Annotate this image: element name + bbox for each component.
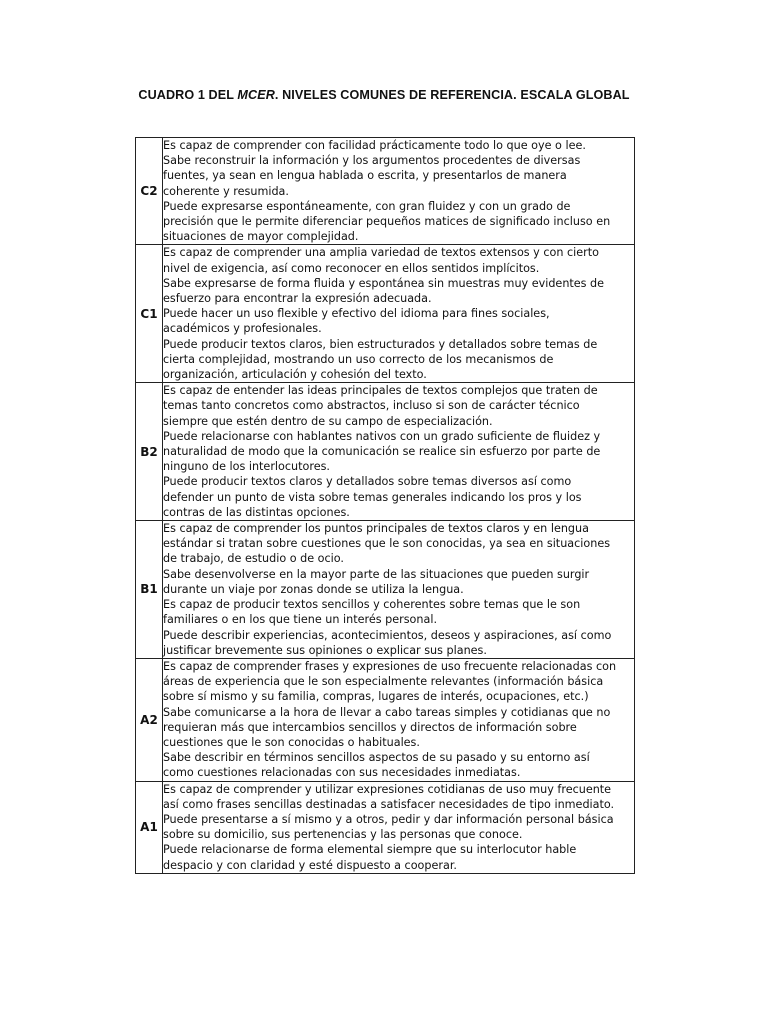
level-row xyxy=(136,245,635,383)
description-line: fuentes, ya sean en lengua hablada o escrita, y presentarlos de manera xyxy=(163,169,567,183)
description-line: Sabe reconstruir la información y los argumentos procedentes de diversas xyxy=(163,154,581,168)
level-code: A1 xyxy=(136,781,163,873)
description-line: como cuestiones relacionadas con sus necesidades inmediatas. xyxy=(163,766,521,780)
description-line: coherente y resumida. xyxy=(163,184,289,198)
description-line: durante un viaje por zonas donde se utiliza la lengua. xyxy=(163,582,464,596)
description-line: sobre su domicilio, sus pertenencias y las personas que conoce. xyxy=(163,828,523,842)
description-line: despacio y con claridad y esté dispuesto a cooperar. xyxy=(163,858,457,872)
description-line: organización, articulación y cohesión del texto. xyxy=(163,368,427,382)
description-line: Es capaz de comprender una amplia variedad de textos extensos y con cierto xyxy=(163,246,599,260)
page-title xyxy=(0,88,768,102)
description-line: así como frases sencillas destinadas a satisfacer necesidades de tipo inmediato. xyxy=(163,797,615,811)
description-line: ninguno de los interlocutores. xyxy=(163,460,330,474)
description-line: académicos y profesionales. xyxy=(163,322,322,336)
level-row xyxy=(136,138,635,245)
level-code: C2 xyxy=(136,138,163,245)
description-line: Puede expresarse espontáneamente, con gran fluidez y con un grado de xyxy=(163,199,571,213)
description-line: Es capaz de comprender frases y expresiones de uso frecuente relacionadas con xyxy=(163,659,617,673)
description-line: requieran más que intercambios sencillos y directos de información sobre xyxy=(163,720,577,734)
level-description xyxy=(163,781,635,873)
description-line: cierta complejidad, mostrando un uso correcto de los mecanismos de xyxy=(163,352,554,366)
description-line: Puede hacer un uso flexible y efectivo del idioma para fines sociales, xyxy=(163,307,550,321)
description-line: Sabe comunicarse a la hora de llevar a cabo tareas simples y cotidianas que no xyxy=(163,705,611,719)
title-prefix: CUADRO 1 DEL xyxy=(138,88,238,102)
description-line: Sabe describir en términos sencillos aspectos de su pasado y su entorno así xyxy=(163,751,590,765)
description-line: temas tanto concretos como abstractos, incluso si son de carácter técnico xyxy=(163,399,580,413)
level-code: A2 xyxy=(136,658,163,781)
level-description xyxy=(163,658,635,781)
level-row xyxy=(136,781,635,873)
description-line: cuestiones que le son conocidas o habituales. xyxy=(163,735,420,749)
description-line: Es capaz de comprender los puntos principales de textos claros y en lengua xyxy=(163,522,589,536)
description-line: Puede describir experiencias, acontecimientos, deseos y aspiraciones, así como xyxy=(163,628,612,642)
description-line: contras de las distintas opciones. xyxy=(163,505,350,519)
level-description xyxy=(163,521,635,659)
description-line: Puede relacionarse con hablantes nativos con un grado suficiente de fluidez y xyxy=(163,429,601,443)
level-code: B1 xyxy=(136,521,163,659)
level-row xyxy=(136,658,635,781)
level-description xyxy=(163,245,635,383)
description-line: nivel de exigencia, así como reconocer en ellos sentidos implícitos. xyxy=(163,261,540,275)
description-line: situaciones de mayor complejidad. xyxy=(163,230,359,244)
description-line: Puede presentarse a sí mismo y a otros, pedir y dar información personal básica xyxy=(163,812,614,826)
description-line: esfuerzo para encontrar la expresión adecuada. xyxy=(163,292,432,306)
description-line: Puede producir textos claros y detallados sobre temas diversos así como xyxy=(163,475,572,489)
description-line: Puede producir textos claros, bien estructurados y detallados sobre temas de xyxy=(163,337,598,351)
levels-table-body xyxy=(136,138,635,874)
description-line: de trabajo, de estudio o de ocio. xyxy=(163,552,344,566)
description-line: estándar si tratan sobre cuestiones que le son conocidas, ya sea en situaciones xyxy=(163,537,611,551)
description-line: justificar brevemente sus opiniones o explicar sus planes. xyxy=(163,643,487,657)
level-row xyxy=(136,521,635,659)
level-row xyxy=(136,383,635,521)
description-line: precisión que le permite diferenciar pequeños matices de significado incluso en xyxy=(163,215,611,229)
description-line: Es capaz de producir textos sencillos y coherentes sobre temas que le son xyxy=(163,598,581,612)
description-line: familiares o en los que tiene un interés personal. xyxy=(163,613,437,627)
description-line: Sabe expresarse de forma fluida y espontánea sin muestras muy evidentes de xyxy=(163,276,605,290)
description-line: sobre sí mismo y su familia, compras, lugares de interés, ocupaciones, etc.) xyxy=(163,690,589,704)
title-emphasis: MCER xyxy=(237,88,275,102)
level-description xyxy=(163,383,635,521)
description-line: defender un punto de vista sobre temas generales indicando los pros y los xyxy=(163,490,582,504)
description-line: Es capaz de entender las ideas principales de textos complejos que traten de xyxy=(163,384,598,398)
description-line: Es capaz de comprender y utilizar expresiones cotidianas de uso muy frecuente xyxy=(163,782,612,796)
levels-table xyxy=(135,137,635,874)
title-suffix: . NIVELES COMUNES DE REFERENCIA. ESCALA GLOBAL xyxy=(274,88,630,102)
description-line: Sabe desenvolverse en la mayor parte de las situaciones que pueden surgir xyxy=(163,567,590,581)
description-line: áreas de experiencia que le son especialmente relevantes (información básica xyxy=(163,675,604,689)
description-line: naturalidad de modo que la comunicación se realice sin esfuerzo por parte de xyxy=(163,445,601,459)
description-line: siempre que estén dentro de su campo de especialización. xyxy=(163,414,493,428)
description-line: Puede relacionarse de forma elemental siempre que su interlocutor hable xyxy=(163,843,577,857)
description-line: Es capaz de comprender con facilidad prácticamente todo lo que oye o lee. xyxy=(163,139,586,152)
level-description xyxy=(163,138,635,245)
level-code: C1 xyxy=(136,245,163,383)
level-code: B2 xyxy=(136,383,163,521)
